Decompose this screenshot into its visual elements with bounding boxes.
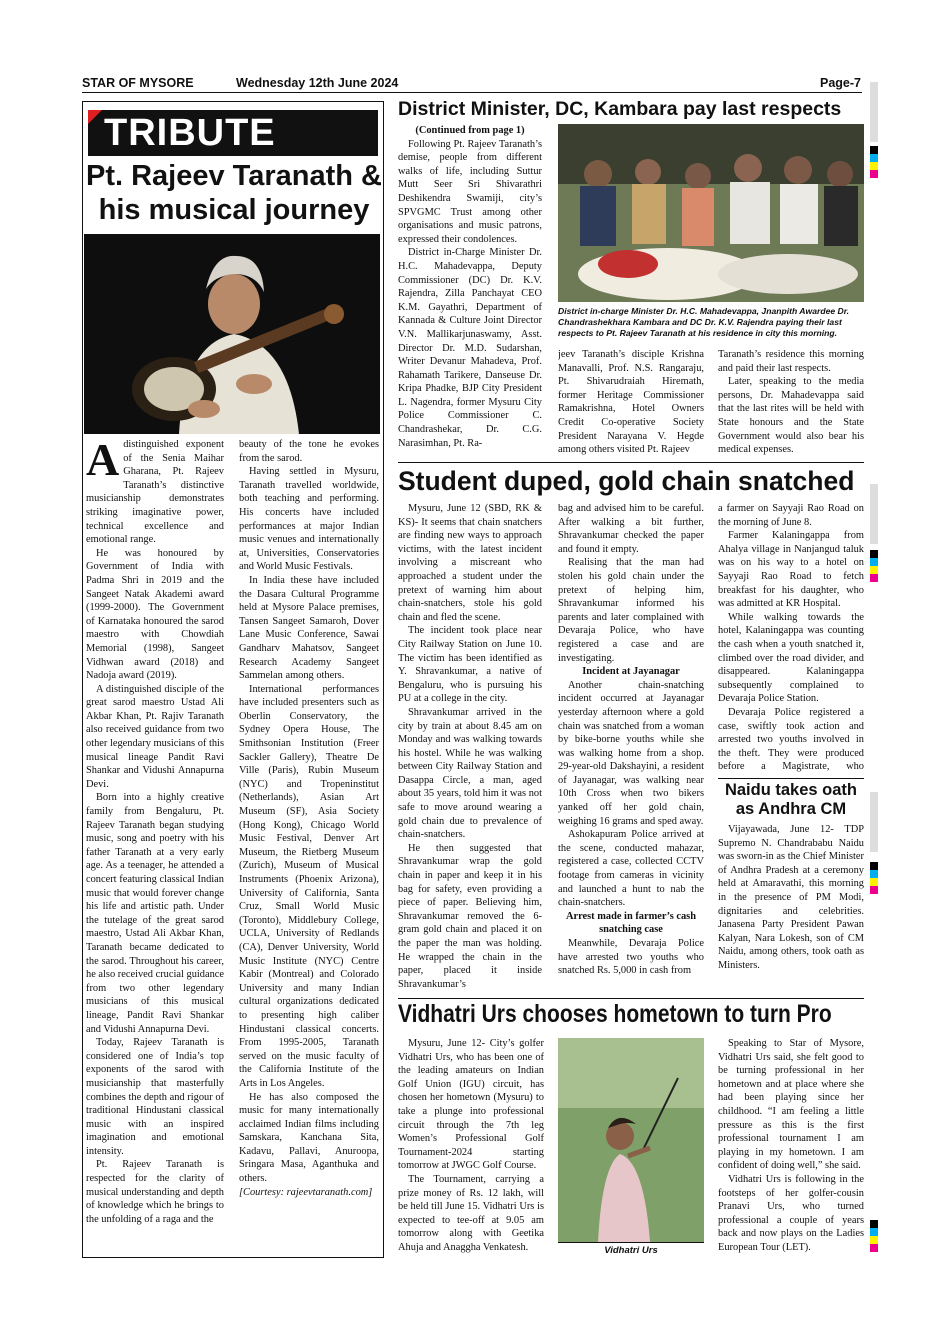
vidhatri-paragraph: Vidhatri Urs is following in the footsteps of her golfer-cousin Pranavi Urs, who turned professional a couple of years back and now plays on the Ladies European Tour (LET).: [718, 1173, 864, 1253]
student-paragraph: The incident took place near City Railway Station on June 10. The victim has been identified as Y. Shravankumar, a native of Bengaluru, who is pursuing his PU at a college in the city.: [398, 625, 542, 705]
tribute-paragraph: Born into a highly creative family from Bengaluru, Pt. Rajeev Taranath began studying music, song and poetry with his father Taranath at a very early age. As a teenager, he attended a concert featuring classical Indian music that would forever change his life and artistic path. Under the tutelage of the great sarod maestro, Ustad Ali Akbar Khan, Taranath became dedicated to the sarod. Throughout his career, he also received crucial guidance from two other legendary musicians of this musical lineage, Pandit Ravi Shankar and Vidushi Annapurna Devi.: [86, 792, 224, 1035]
minister-column-2: [558, 348, 704, 460]
registration-bar: [870, 792, 878, 852]
reg-magenta: [870, 574, 878, 582]
tribute-accent: [88, 110, 102, 124]
tribute-paragraph: He was honoured by Government of India with Padma Shri in 2019 and the Sangeet Natak Akademi award (1999-2000). The Government of Karnataka honoured the sarod maestro with Chowdiah Memorial (1998), Sangeet Vidhwan award (2018) and Nadoja award (2019).: [86, 547, 224, 682]
naidu-paragraph: Vijayawada, June 12- TDP Supremo N. Chandrababu Naidu was sworn-in as the Chief Minister of Andhra Pradesh at a ceremony held at Amaravathi, this morning in the presence of PM Modi, dignitaries and celebrities. Janasena Party President Pawan Kalyan, Nara Lokesh, son of CM Naidu, among others, took oath as Ministers.: [718, 824, 864, 971]
naidu-rule: [718, 778, 864, 779]
tribute-column-1: [86, 438, 224, 1252]
registration-bar: [870, 82, 878, 142]
student-paragraph: Ashokapuram Police arrived at the scene, conducted mahazar, registered a case, collected CCTV footage from cameras in vicinity and launched a hunt to nab the chain-snatchers.: [558, 829, 704, 909]
tribute-title-line1: Pt. Rajeev Taranath &: [85, 160, 382, 192]
minister-column-3: [718, 348, 864, 460]
vidhatri-caption: Vidhatri Urs: [558, 1242, 704, 1259]
student-column-1: [398, 502, 542, 996]
tribute-column-2: [239, 438, 379, 1252]
minister-column-1: [398, 124, 542, 460]
reg-yellow: [870, 1236, 878, 1244]
student-paragraph: Meanwhile, Devaraja Police have arrested two youths who snatched Rs. 5,000 in cash from: [558, 938, 704, 977]
vidhatri-paragraph: Mysuru, June 12- City’s golfer Vidhatri Urs, who has been one of the leading amateurs on Indian Golf Union (IGU) circuit, has chosen her hometown (Mysuru) to take a plunge into professional circuit through the 7th leg Women’s Professional Golf Tournament-2024 starting tomorrow at JWGC Golf Course.: [398, 1038, 544, 1172]
minister-paragraph: Following Pt. Rajeev Taranath’s demise, people from different walks of life, including Suttur Mutt Seer Sri Shivarathri Deshikendra Swamiji, city’s SPVGMC Trust among other organisations and music patrons, expressed their condolences.: [398, 138, 542, 245]
tribute-title-line2: his musical journey: [98, 194, 370, 226]
reg-black: [870, 146, 878, 154]
reg-cyan: [870, 558, 878, 566]
naidu-headline-line2: as Andhra CM: [735, 800, 847, 818]
student-headline: Student duped, gold chain snatched: [398, 466, 855, 496]
tribute-paragraph: Pt. Rajeev Taranath is respected for the clarity of musical understanding and depth of knowledge which he brings to the unfolding of a raga and the: [86, 1159, 224, 1225]
tribute-courtesy: [Courtesy: rajeevtaranath.com]: [239, 1186, 373, 1198]
student-paragraph: He then suggested that Shravankumar wrap the gold chain in paper and keep it in his bag for safety, even providing a piece of paper. Believing him, Shravankumar removed the 6-gram gold chain and placed it on the paper the man was holding. He wrapped the chain in the paper, placed it inside Shravankumar’s: [398, 842, 542, 990]
tribute-paragraph: distinguished exponent of the Senia Maihar Gharana, Pt. Rajeev Taranath’s distinctive musicianship demonstrates striking imaginative power, technical excellence and emotional range.: [86, 439, 224, 546]
minister-continued: (Continued from page 1): [415, 125, 525, 136]
reg-black: [870, 1220, 878, 1228]
student-paragraph: While walking towards the hotel, Kalaningappa was counting the cash when a youth snatched it, climbed over the road divider, and disappeared. Kalaningappa subsequently complained to Devaraja Police Station.: [718, 611, 864, 705]
reg-cyan: [870, 154, 878, 162]
masthead-date: Wednesday 12th June 2024: [236, 76, 399, 90]
tribute-paragraph: International performances have included presenters such as Oberlin Conservatory, the Sydney Opera House, The Smithsonian Institution (Freer Sackler Gallery), Theatre De Ville (Paris), Rubin Museum (NYC) and Tropeninstitut (Netherlands), Asian Art Museum (SF), Asia Society (Hong Kong), Chicago World Music Festival, Denver Art Museum, the Rietberg Museum (Zurich), Museum of Musical Instruments (Phoenix Arizona), University of California, Santa Cruz, Small World Music (Toronto), Middlebury College, UCLA, University of Redlands (CA), Denver University, World Music Institute (NYC) Centre Kabir (Montreal) and Colorado University and many Indian cultural organizations dedicated to presenting high caliber Hindustani classical concerts. From 1995-2005, Taranath served on the music faculty of the California Institute of the Arts in Los Angeles.: [239, 683, 379, 1089]
minister-paragraph: jeev Taranath’s disciple Krishna Manavalli, Prof. N.S. Rangaraju, Pt. Shivarudraiah Hiremath, former Heritage Commissioner Ramakrishna, Hotel Owners Credit Co-operative Society President Narayana V. Hegde among others visited Pt. Rajeev: [558, 349, 704, 456]
tribute-paragraph: Today, Rajeev Taranath is considered one of India’s top exponents of the sarod with musicianship that masterfully combines the depth and rigour of traditional Hindustani classical music with an inspired imagination and emotional intensity.: [86, 1037, 224, 1157]
vidhatri-column-3: [718, 1037, 864, 1262]
reg-magenta: [870, 886, 878, 894]
vidhatri-paragraph: Speaking to Star of Mysore, Vidhatri Urs said, she felt good to be turning professional in her hometown and at place where she had been playing since her childhood. “I am feeling a little pressure as this is the first professional tournament I am playing in my hometown. I am confident of doing well,” she said.: [718, 1038, 864, 1172]
tribute-paragraph: beauty of the tone he evokes from the sarod.: [239, 439, 379, 464]
minister-paragraph: Later, speaking to the media persons, Dr. Mahadevappa said that the last rites will be held with State honours and the State Government would also bear his medical expenses.: [718, 376, 864, 456]
student-paragraph: Mysuru, June 12 (SBD, RK & KS)- It seems that chain snatchers are finding new ways to approach victims, with the latest incident involving a miscreant who approached a student under the pretext of warning him about chain-snatchers, stole his gold chain and fled the scene.: [398, 503, 542, 623]
vidhatri-paragraph: The Tournament, carrying a prize money of Rs. 12 lakh, will be held till June 15. Vidhatri Urs is expected to tee-off at 9.05 am tomorrow along with Geetika Ahuja and Anaggha Venkatesh.: [398, 1173, 544, 1253]
registration-bar: [870, 484, 878, 544]
last-respects-illustration: [558, 124, 864, 302]
student-column-3: [718, 502, 864, 774]
vidhatri-headline: Vidhatri Urs chooses hometown to turn Pro: [398, 1000, 832, 1028]
reg-yellow: [870, 878, 878, 886]
naidu-body: [718, 823, 864, 996]
tribute-paragraph: Having settled in Mysuru, Taranath travelled worldwide, both teaching and performing. His concerts have included performances at major Indian music venues and internationally at, Universities, Conservatories and World Music Festivals.: [239, 466, 379, 573]
last-respects-photo: [558, 124, 864, 302]
masthead-rule: [82, 92, 862, 93]
student-paragraph: a farmer on Sayyaji Rao Road on the morning of June 8.: [718, 503, 864, 528]
student-paragraph: Farmer Kalaningappa from Ahalya village in Nanjangud taluk was on his way to a hotel on Sayyaji Rao Road to fetch breakfast for his daughter, who was admitted at KR Hospital.: [718, 530, 864, 610]
last-respects-caption: District in-charge Minister Dr. H.C. Mahadevappa, Jnanpith Awardee Dr. Chandrashekhara Kambara and DC Dr. K.V. Rajendra paying their last respects to Pt. Rajeev Taranath at his residence in city this morning.: [558, 306, 849, 338]
minister-paragraph: Taranath’s residence this morning and paid their last respects.: [718, 349, 864, 374]
reg-cyan: [870, 870, 878, 878]
vidhatri-photo: [558, 1038, 704, 1242]
masthead-paper: STAR OF MYSORE: [82, 76, 194, 90]
tribute-paragraph: A distinguished disciple of the great sarod maestro Ustad Ali Akbar Khan, Pt. Rajiv Taranath also received guidance from two other legendary musicians of this musical lineage Pandit Ravi Shankar and Vidushi Annapurna Devi.: [86, 683, 224, 790]
sarod-player-photo: [84, 234, 380, 434]
reg-magenta: [870, 1244, 878, 1252]
student-paragraph: bag and advised him to be careful. After walking a bit further, Shravankumar checked the paper and found it empty.: [558, 503, 704, 555]
section-divider: [398, 998, 864, 999]
tribute-paragraph: He has also composed the music for many internationally acclaimed Indian films including Samskara, Kanchana Sita, Kadavu, Pallavi, Anuroopa, Sringara Masa, Aganthuka and others.: [239, 1091, 379, 1185]
student-paragraph: Realising that the man had stolen his gold chain under the pretext of helping him, Shravankumar informed his parents and later complained with Devaraja Police, who have registered a case and are investigating.: [558, 557, 704, 664]
minister-paragraph: District in-Charge Minister Dr. H.C. Mahadevappa, Deputy Commissioner (DC) Dr. K.V. Rajendra, Zilla Panchayat CEO K.M. Gayathri, Department of Kannada & Culture Joint Director V.N. Mallikarjunaswamy, Asst. Director Dr. M.D. Sudarshan, Writer Devanur Mahadeva, Prof. Rahamath Tarikere, Danseuse Dr. Kripa Phadke, BJP City President L. Nagendra, former Mysuru City Police Commissioner C. Chandrashekar, Dr. C.G. Narasimhan, Pt. Ra-: [398, 247, 542, 449]
golfer-illustration: [558, 1038, 704, 1242]
tribute-label: TRIBUTE: [104, 112, 276, 154]
reg-yellow: [870, 566, 878, 574]
minister-headline: District Minister, DC, Kambara pay last respects: [398, 98, 842, 120]
tribute-dropcap: A: [86, 438, 120, 485]
reg-magenta: [870, 170, 878, 178]
reg-black: [870, 862, 878, 870]
masthead-page: Page-7: [820, 76, 861, 90]
section-divider: [398, 462, 864, 463]
naidu-headline-line1: Naidu takes oath: [724, 781, 858, 799]
tribute-paragraph: In India these have included the Dasara Cultural Programme held at Mysore Palace premises, Tansen Sangeet Samaroh, Dover Lane Music Conference, Sawai Gandharv Mahatsov, Sangeet Research Academy Sangeet Sammelan among others.: [239, 574, 379, 682]
student-subhead: Arrest made in farmer’s cash snatching case: [565, 910, 697, 936]
reg-cyan: [870, 1228, 878, 1236]
student-paragraph: Devaraja Police registered a case, swiftly took action and arrested two youths involved in the theft. They were produced before a Magistrate, who: [718, 706, 864, 773]
reg-black: [870, 550, 878, 558]
student-paragraph: Another chain-snatching incident occurred at Jayanagar yesterday afternoon where a gold chain was snatched from a woman by bike-borne youths while she was walking home from a shop. 29-year-old Dakshayini, a resident of Jayanagar, was walking near 10th Cross when two bikers yanked off her gold chain, weighing 16 grams and sped away.: [558, 679, 704, 827]
student-paragraph: Shravankumar arrived in the city by train at about 8.45 am on Monday and was walking towards his hostel. While he was walking between City Railway Station and Dasappa Circle, a man, aged about 35 years, told him it was not safe to move around wearing a gold chain due to prevalence of chain-snatchers.: [398, 706, 542, 841]
student-column-2: [558, 502, 704, 996]
student-subhead: Incident at Jayanagar: [582, 666, 680, 678]
vidhatri-column-1: [398, 1037, 544, 1262]
sarod-player-illustration: [84, 234, 380, 434]
reg-yellow: [870, 162, 878, 170]
